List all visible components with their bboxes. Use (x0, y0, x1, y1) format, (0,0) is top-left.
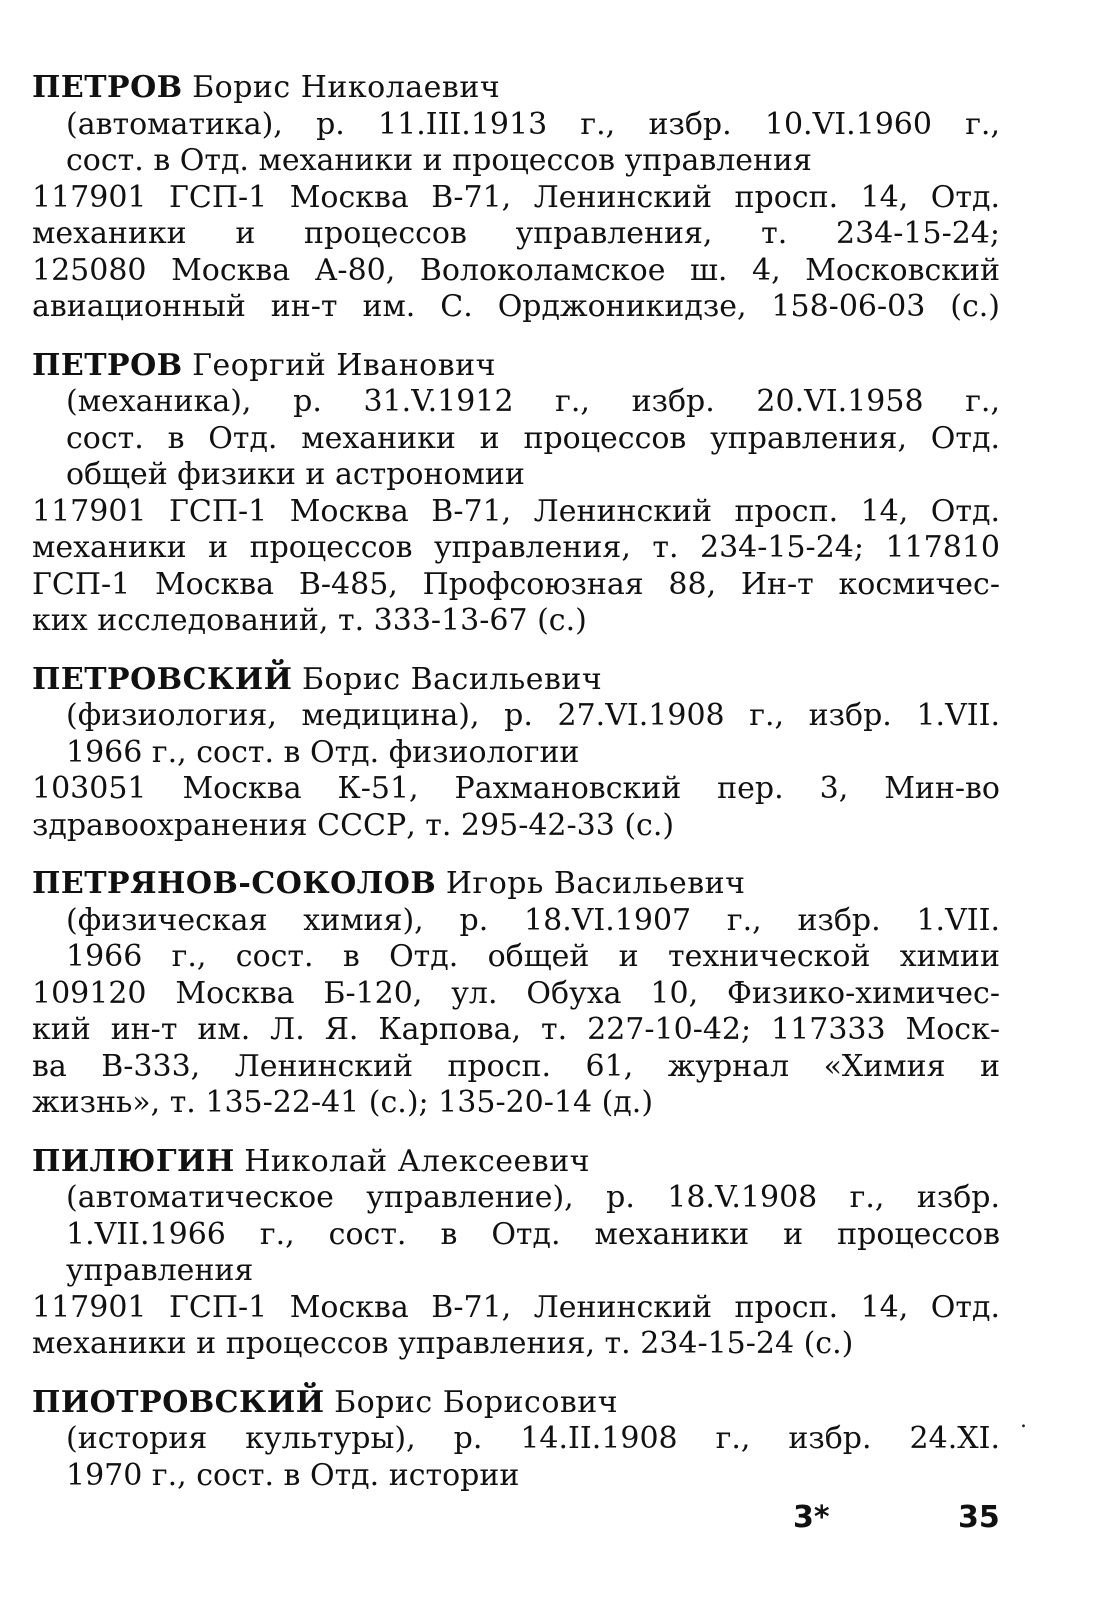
entry-given-name: Борис Борисович (334, 1384, 619, 1420)
entry-heading (32, 70, 1000, 107)
entry-surname: ПИОТРОВСКИЙ (32, 1384, 325, 1420)
entry-address-line: 117901 ГСП-1 Москва В-71, Ленинский просп. 14, Отд. (32, 1289, 1000, 1325)
entry-address-line: авиационный ин-т им. С. Орджоникидзе, 158-06-03 (с.) (32, 289, 1000, 324)
entry-details-line: сост. в Отд. механики и процессов управления, Отд. (66, 420, 1000, 456)
entry-given-name: Игорь Васильевич (445, 866, 746, 901)
entry-details-line: (физиология, медицина), р. 27.VI.1908 г., избр. 1.VII. (66, 698, 1000, 733)
entry-heading (32, 866, 1000, 903)
entry-address-line: 103051 Москва К-51, Рахмановский пер. 3, Мин-во (32, 771, 1000, 806)
entry-details-line: 1970 г., сост. в Отд. истории (66, 1457, 520, 1493)
directory-entry (32, 70, 1000, 326)
entry-heading (32, 1144, 1000, 1181)
directory-entry (32, 1144, 1000, 1363)
entry-details-line: 1966 г., сост. в Отд. физиологии (66, 734, 580, 770)
entry-details-line: управления (66, 1253, 254, 1288)
entry-surname: ПЕТРОВ (32, 70, 183, 105)
entry-details-line: (история культуры), р. 14.II.1908 г., избр. 24.XI. (66, 1421, 1000, 1456)
entry-details-line: (механика), р. 31.V.1912 г., избр. 20.VI.1958 г., (66, 384, 1000, 419)
entry-heading (32, 1385, 1000, 1422)
entry-details-line: (физическая химия), р. 18.VI.1907 г., избр. 1.VII. (66, 902, 1000, 938)
directory-entry (32, 1385, 1000, 1495)
entry-surname: ПЕТРОВСКИЙ (32, 661, 293, 697)
entry-given-name: Борис Васильевич (301, 661, 603, 697)
entry-address-line: механики и процессов управления, т. 234-15-24; 117810 (32, 530, 1000, 565)
entry-given-name: Борис Николаевич (192, 70, 501, 105)
entry-address-line: ва В-333, Ленинский просп. 61, журнал «Химия и (32, 1048, 1000, 1084)
entry-address-line: 117901 ГСП-1 Москва В-71, Ленинский просп. 14, Отд. (32, 179, 1000, 215)
entry-address-line: 109120 Москва Б-120, ул. Обуха 10, Физико-химичес- (32, 975, 1000, 1011)
directory-entry (32, 866, 1000, 1122)
entry-address-line: 125080 Москва А-80, Волоколамское ш. 4, Московский (32, 252, 1000, 288)
entry-surname: ПИЛЮГИН (32, 1143, 235, 1179)
signature-mark: 3* (793, 1500, 830, 1535)
entry-address-line: здравоохранения СССР, т. 295-42-33 (с.) (32, 807, 675, 843)
entry-address-line: ГСП-1 Москва В-485, Профсоюзная 88, Ин-т космичес- (32, 566, 1000, 602)
entry-surname: ПЕТРОВ (32, 347, 183, 383)
entry-address-line: механики и процессов управления, т. 234-15-24; (32, 216, 1000, 251)
entry-given-name: Георгий Иванович (192, 347, 496, 383)
entry-heading (32, 662, 1000, 699)
entry-address-line: ких исследований, т. 333-13-67 (с.) (32, 603, 587, 638)
directory-page (32, 70, 1000, 1516)
entry-details-line: 1.VII.1966 г., сост. в Отд. механики и процессов (66, 1216, 1000, 1252)
stray-dot-mark: . (1020, 1408, 1027, 1433)
entry-surname: ПЕТРЯНОВ-СОКОЛОВ (32, 866, 437, 901)
entry-details-line: (автоматика), р. 11.III.1913 г., избр. 10.VI.1960 г., (66, 106, 1000, 142)
entry-address-line: 117901 ГСП-1 Москва В-71, Ленинский просп. 14, Отд. (32, 493, 1000, 529)
entry-details-line: (автоматическое управление), р. 18.V.1908 г., избр. (66, 1180, 1000, 1215)
directory-entry (32, 348, 1000, 640)
directory-entry (32, 662, 1000, 845)
page-footer (0, 1500, 1098, 1550)
entry-heading (32, 348, 1000, 385)
entry-address-line: жизнь», т. 135-22-41 (с.); 135-20-14 (д.) (32, 1085, 654, 1120)
entry-details-line: сост. в Отд. механики и процессов управления (66, 143, 812, 178)
entry-address-line: кий ин-т им. Л. Я. Карпова, т. 227-10-42; 117333 Моск- (32, 1012, 1000, 1047)
entry-details-line: 1966 г., сост. в Отд. общей и технической химии (66, 939, 1000, 974)
page-number: 35 (958, 1500, 1000, 1535)
entry-details-line: общей физики и астрономии (66, 457, 525, 492)
entry-address-line: механики и процессов управления, т. 234-15-24 (с.) (32, 1326, 854, 1361)
entry-given-name: Николай Алексеевич (244, 1143, 591, 1179)
